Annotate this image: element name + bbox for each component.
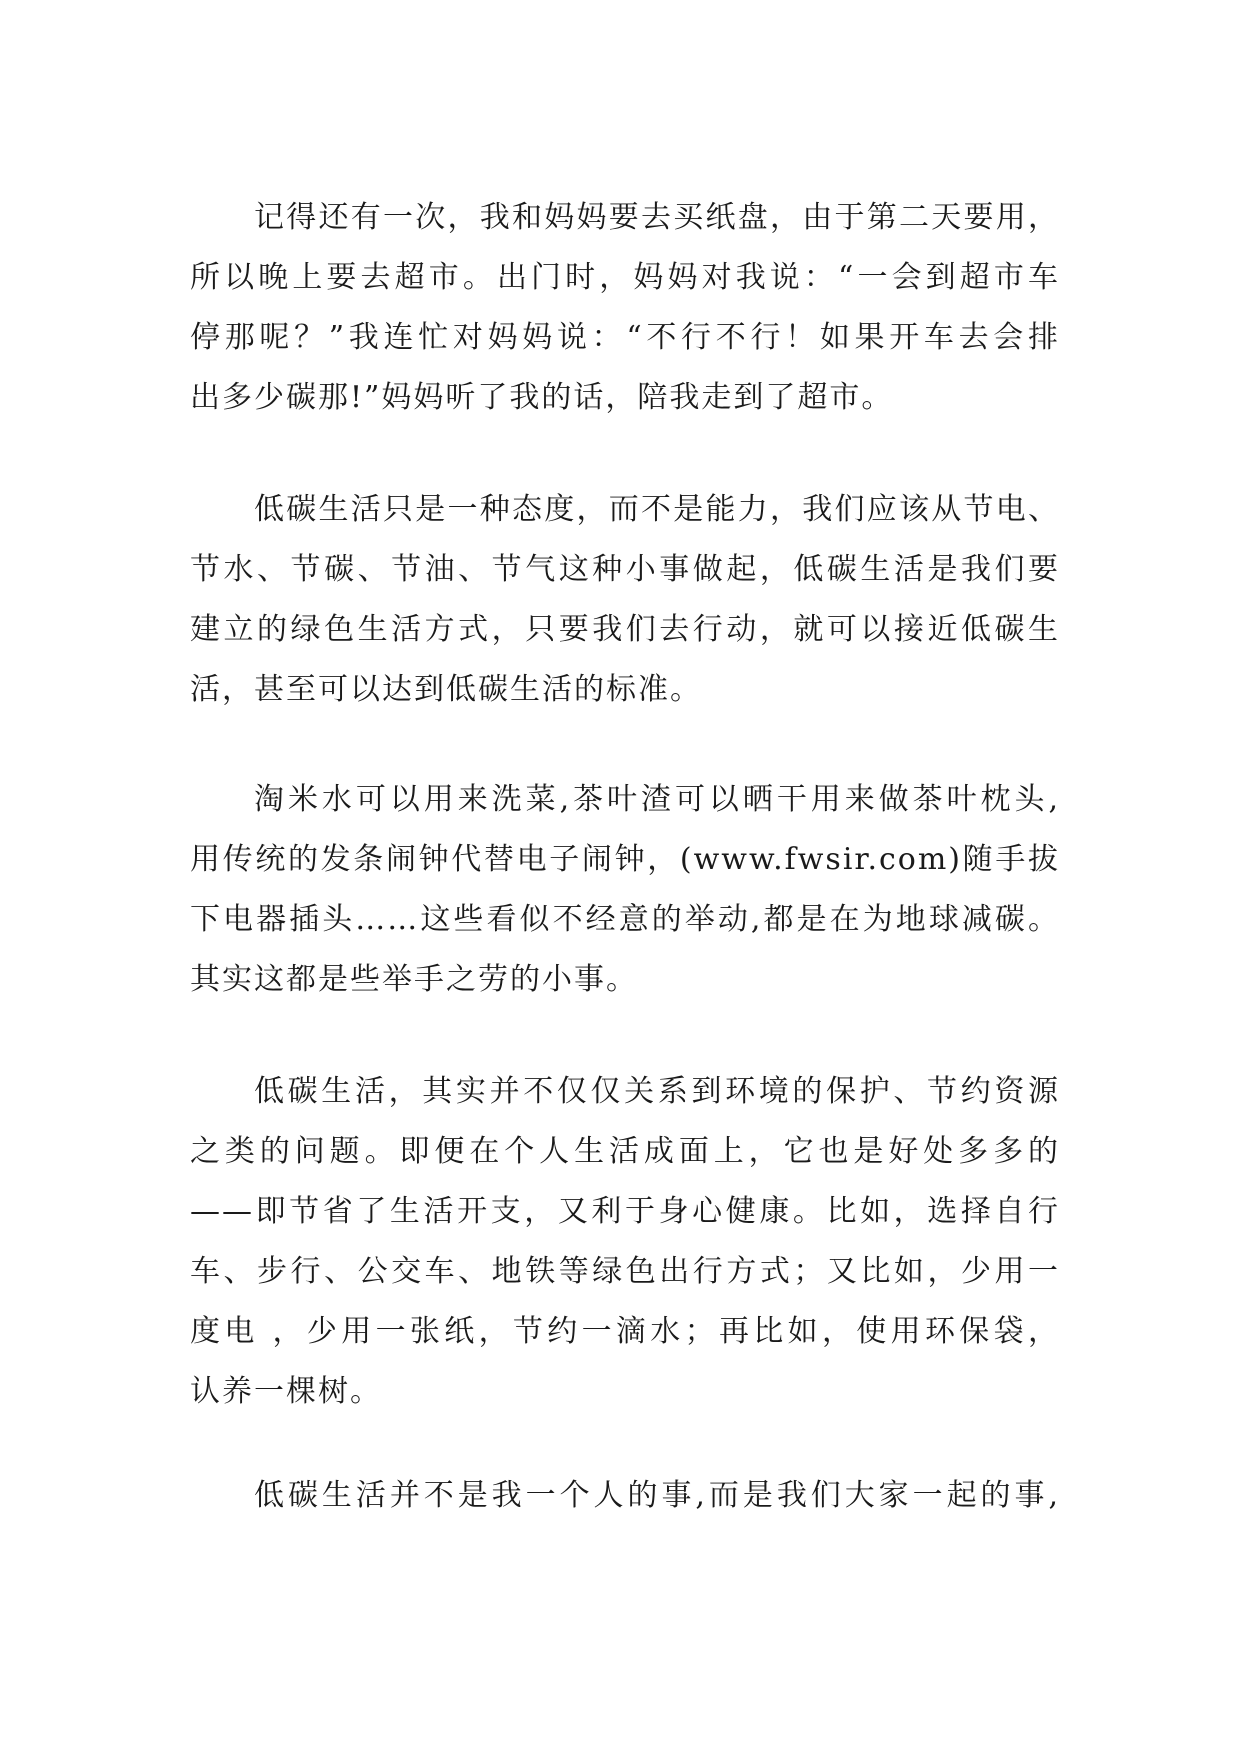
text-line: 用传统的发条闹钟代替电子闹钟，(www.fwsir.com)随手拔 <box>190 842 1060 877</box>
text-line: 活，甚至可以达到低碳生活的标准。 <box>190 672 702 707</box>
text-line: 下电器插头……这些看似不经意的举动,都是在为地球减碳。 <box>190 902 1060 937</box>
text-line: 低碳生活并不是我一个人的事,而是我们大家一起的事, <box>254 1478 1060 1513</box>
text-line: 节水、节碳、节油、节气这种小事做起，低碳生活是我们要 <box>190 552 1060 587</box>
text-line: 低碳生活只是一种态度，而不是能力，我们应该从节电、 <box>254 492 1060 527</box>
text-line: 出多少碳那!”妈妈听了我的话，陪我走到了超市。 <box>190 380 894 415</box>
text-line: 之类的问题。即便在个人生活成面上，它也是好处多多的 <box>190 1134 1060 1169</box>
text-line: 记得还有一次，我和妈妈要去买纸盘，由于第二天要用， <box>254 200 1060 235</box>
paragraph-1 <box>190 188 1060 428</box>
text-line: 认养一棵树。 <box>190 1374 382 1409</box>
text-line: 淘米水可以用来洗菜,茶叶渣可以晒干用来做茶叶枕头, <box>254 782 1060 817</box>
paragraph-2 <box>190 480 1060 720</box>
text-line: 停那呢？”我连忙对妈妈说：“不行不行！如果开车去会排 <box>190 320 1060 355</box>
text-line: 车、步行、公交车、地铁等绿色出行方式；又比如，少用一 <box>190 1254 1060 1289</box>
paragraph-3 <box>190 770 1060 1010</box>
text-line: ——即节省了生活开支，又利于身心健康。比如，选择自行 <box>190 1194 1060 1229</box>
text-line: 度电 ，少用一张纸，节约一滴水；再比如，使用环保袋， <box>190 1314 1060 1349</box>
text-line: 建立的绿色生活方式，只要我们去行动，就可以接近低碳生 <box>190 612 1060 647</box>
text-line: 所以晚上要去超市。出门时，妈妈对我说：“一会到超市车 <box>190 260 1060 295</box>
paragraph-4 <box>190 1062 1060 1422</box>
text-line: 低碳生活，其实并不仅仅关系到环境的保护、节约资源 <box>254 1074 1060 1109</box>
text-line: 其实这都是些举手之劳的小事。 <box>190 962 638 997</box>
paragraph-5 <box>190 1466 1060 1526</box>
